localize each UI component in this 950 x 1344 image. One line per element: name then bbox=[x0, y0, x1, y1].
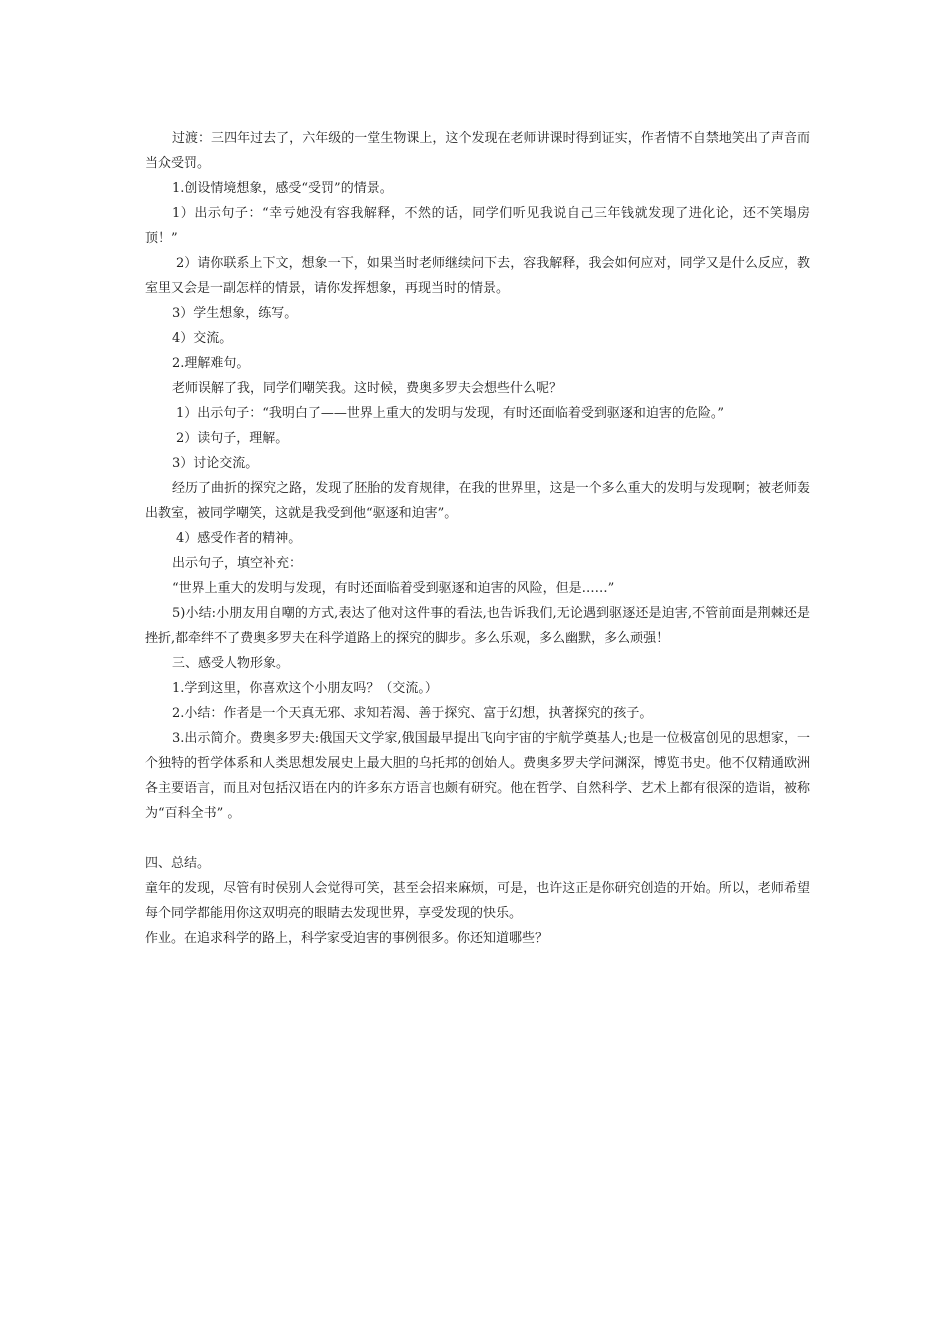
heading-imagine-scene: 1.创设情境想象，感受“受罚”的情景。 bbox=[172, 181, 393, 196]
document-page bbox=[145, 126, 810, 951]
step-read: 2）读句子，理解。 bbox=[176, 431, 289, 446]
fill-in-sentence: “世界上重大的发明与发现，有时还面临着受到驱逐和迫害的风险，但是……” bbox=[172, 581, 615, 596]
section-heading-four: 四、总结。 bbox=[145, 856, 211, 871]
summary-paragraph: 5)小结:小朋友用自嘲的方式,表达了他对这件事的看法,也告诉我们,无论遇到驱逐还是迫害,不管前面是荆棘还是挫折,都牵绊不了费奥多罗夫在科学道路上的探究的脚步。多么乐观，多么幽默，多么顽强！ bbox=[145, 606, 810, 646]
item-introduction: 3.出示简介。费奥多罗夫:俄国天文学家,俄国最早提出飞向宇宙的宇航学奠基人;也是一位极富创见的思想家，一个独特的哲学体系和人类思想发展史上最大胆的乌托邦的创始人。费奥多罗夫学问渊深，博览书史。他不仅精通欧洲各主要语言，而且对包括汉语在内的许多东方语言也颇有研究。他在哲学、自然科学、艺术上都有很深的造诣，被称为“百科全书” 。 bbox=[145, 731, 810, 821]
step-show-quote: 1）出示句子：“我明白了——世界上重大的发明与发现，有时还面临着受到驱逐和迫害的危险。” bbox=[176, 406, 725, 421]
blank-line bbox=[145, 826, 810, 851]
step-imagine-context: 2）请你联系上下文，想象一下，如果当时老师继续问下去，容我解释，我会如何应对，同学又是什么反应，教室里又会是一副怎样的情景，请你发挥想象，再现当时的情景。 bbox=[145, 256, 810, 296]
item-like-question: 1.学到这里，你喜欢这个小朋友吗？（交流。） bbox=[172, 681, 438, 696]
step-discuss: 4）交流。 bbox=[172, 331, 233, 346]
question-paragraph: 老师误解了我，同学们嘲笑我。这时候，费奥多罗夫会想些什么呢？ bbox=[172, 381, 563, 396]
step-write: 3）学生想象，练写。 bbox=[172, 306, 298, 321]
heading-difficult-sentence: 2.理解难句。 bbox=[172, 356, 250, 371]
conclusion-paragraph: 童年的发现，尽管有时侯别人会觉得可笑，甚至会招来麻烦，可是，也许这正是你研究创造的开始。所以，老师希望每个同学都能用你这双明亮的眼睛去发现世界，享受发现的快乐。 bbox=[145, 881, 810, 921]
step-group-discuss: 3）讨论交流。 bbox=[172, 456, 259, 471]
step-feel-spirit: 4）感受作者的精神。 bbox=[176, 531, 302, 546]
explanation-paragraph: 经历了曲折的探究之路，发现了胚胎的发育规律，在我的世界里，这是一个多么重大的发明与发现啊；被老师轰出教室，被同学嘲笑，这就是我受到他“驱逐和迫害”。 bbox=[145, 481, 810, 521]
item-summary: 2.小结：作者是一个天真无邪、求知若渴、善于探究、富于幻想，执著探究的孩子。 bbox=[172, 706, 653, 721]
section-heading-three: 三、感受人物形象。 bbox=[172, 656, 290, 671]
paragraph-transition: 过渡：三四年过去了，六年级的一堂生物课上，这个发现在老师讲课时得到证实，作者情不自禁地笑出了声音而当众受罚。 bbox=[145, 131, 810, 171]
fill-in-instruction: 出示句子，填空补充： bbox=[172, 556, 303, 571]
step-show-sentence: 1）出示句子：“幸亏她没有容我解释，不然的话，同学们听见我说自己三年钱就发现了进化论，还不笑塌房顶！” bbox=[145, 206, 810, 246]
homework-paragraph: 作业。在追求科学的路上，科学家受迫害的事例很多。你还知道哪些？ bbox=[145, 931, 549, 946]
